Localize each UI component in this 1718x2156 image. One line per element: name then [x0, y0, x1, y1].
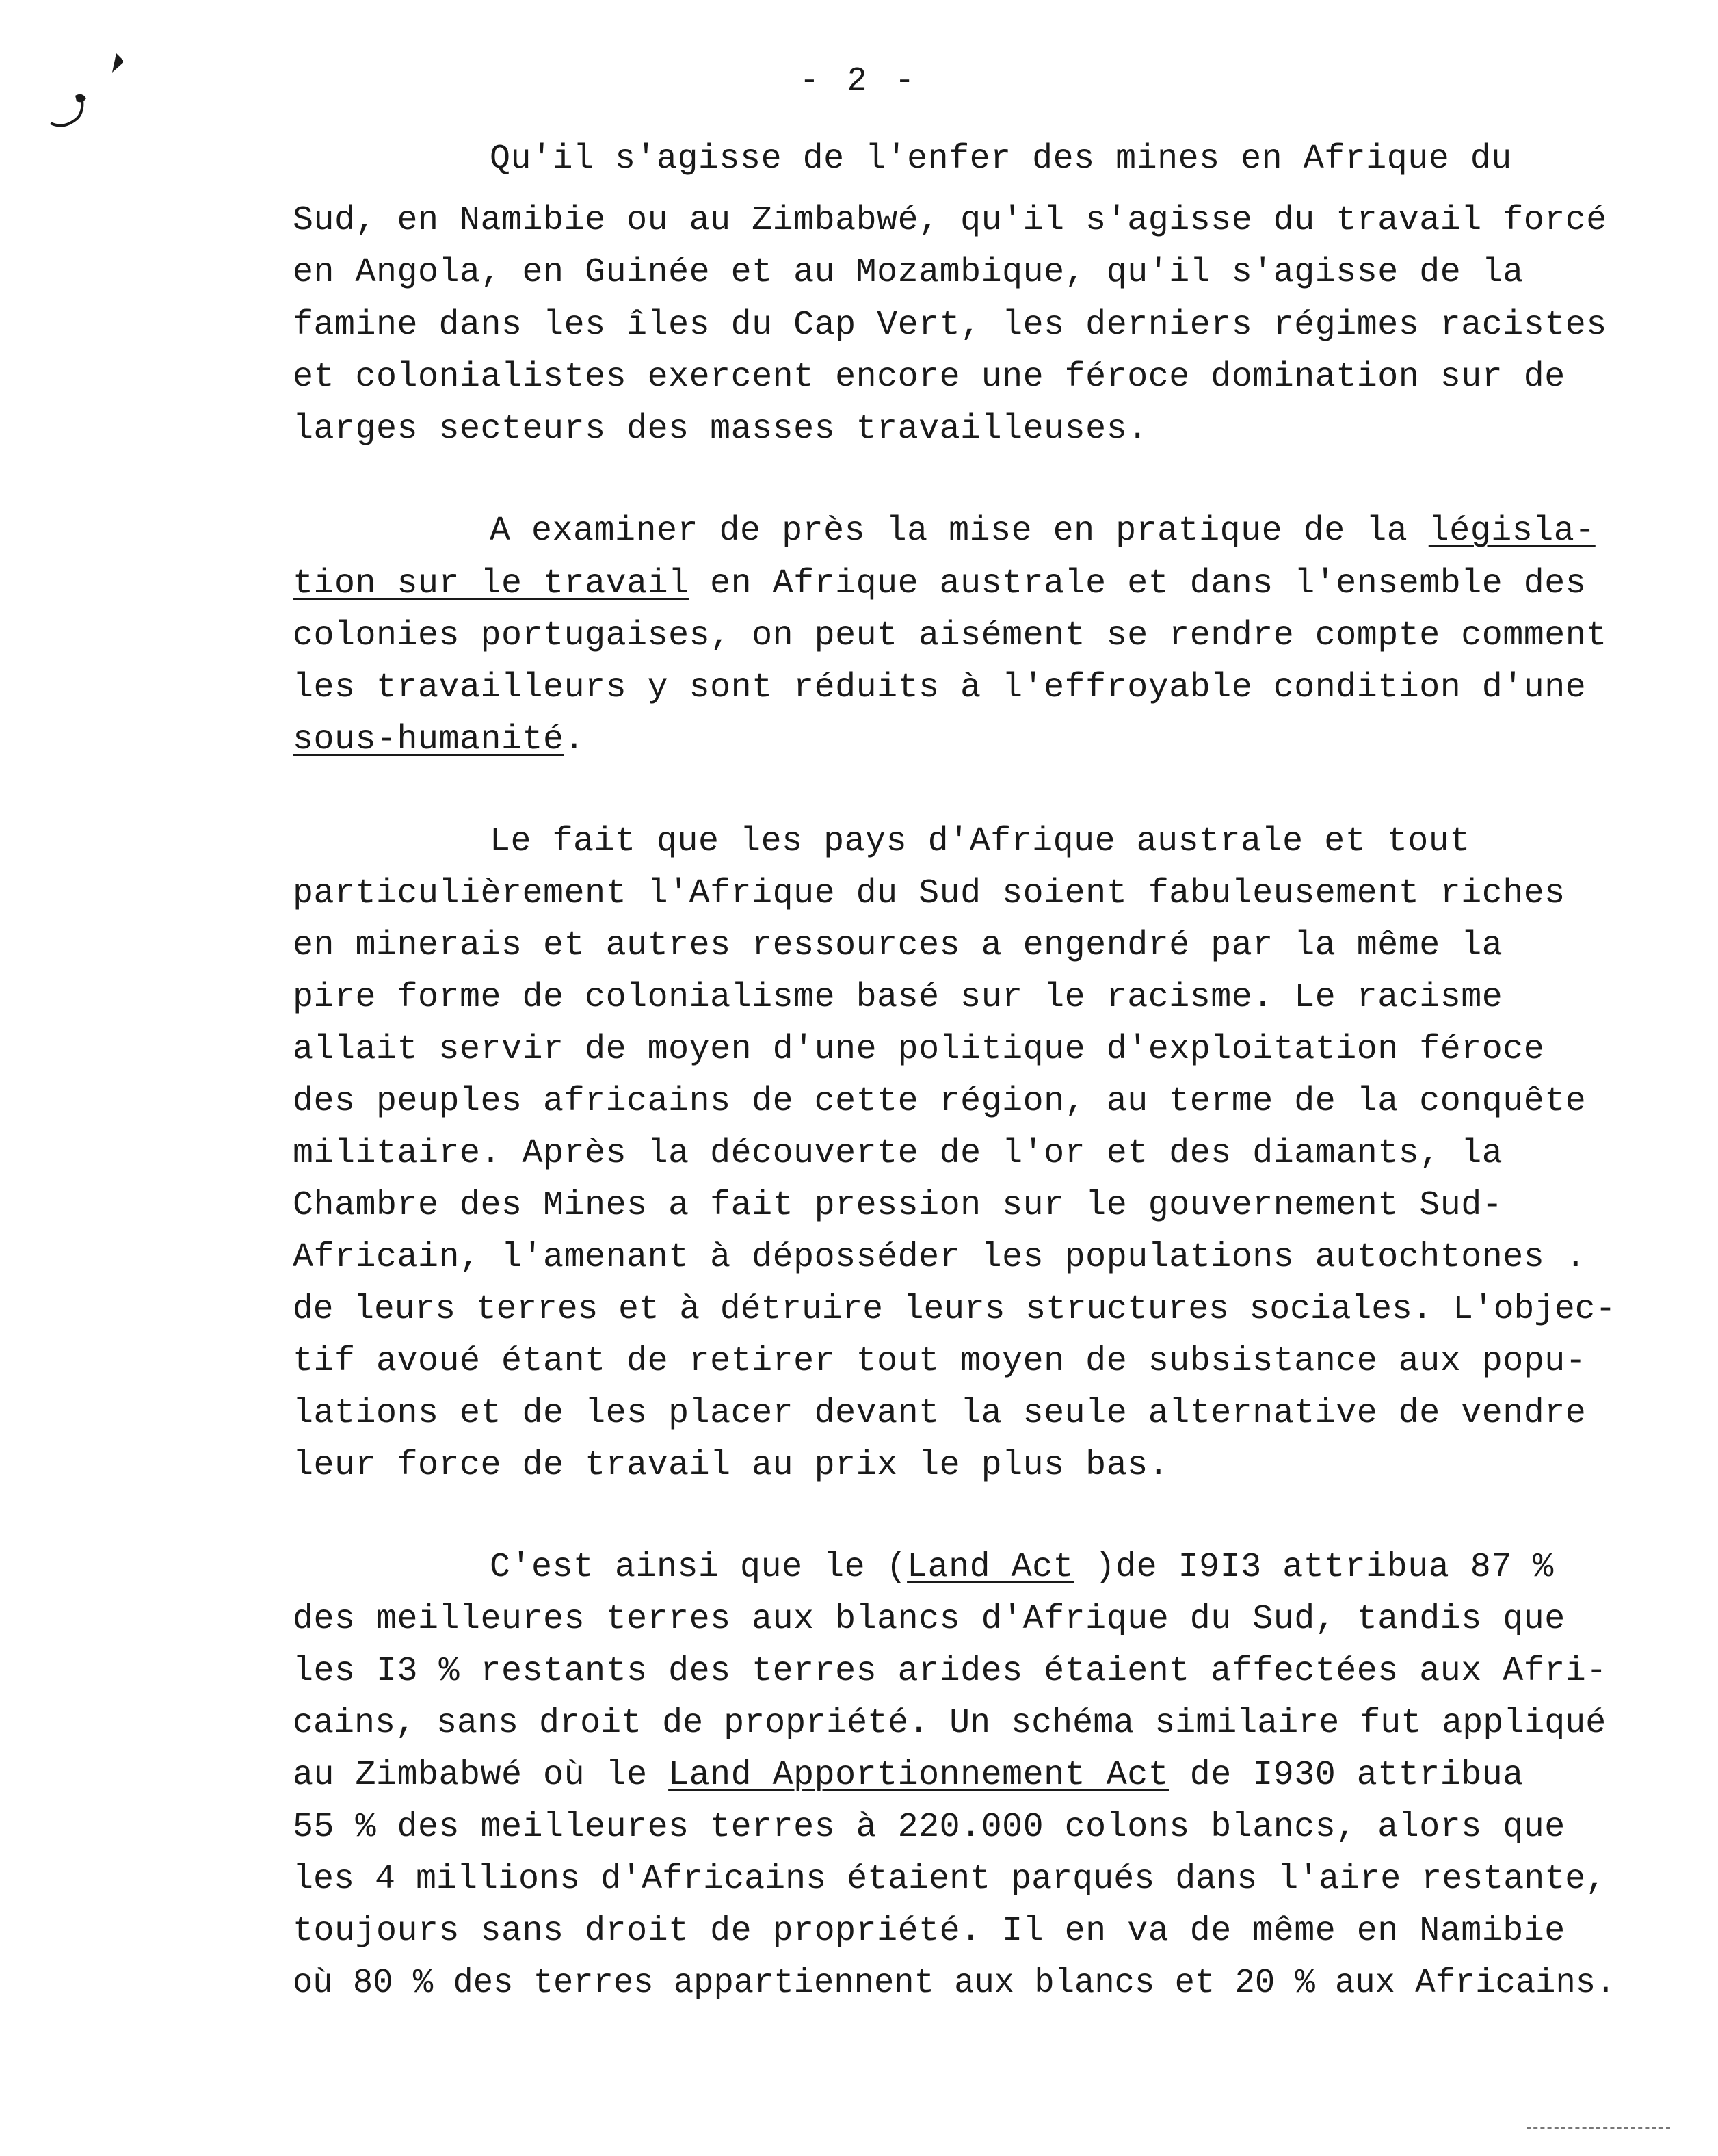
text-line: toujours sans droit de propriété. Il en va de même en Namibie: [293, 1912, 1565, 1951]
text-line: des meilleures terres aux blancs d'Afrique du Sud, tandis que: [293, 1600, 1565, 1639]
text-line: et colonialistes exercent encore une féroce domination sur de: [293, 358, 1565, 397]
text-line: allait servir de moyen d'une politique d'exploitation féroce: [293, 1030, 1545, 1069]
text-line: militaire. Après la découverte de l'or et des diamants, la: [293, 1134, 1503, 1173]
text-line: cains, sans droit de propriété. Un schéma similaire fut appliqué: [293, 1704, 1607, 1743]
text-line: des peuples africains de cette région, au terme de la conquête: [293, 1082, 1587, 1121]
text-line: Africain, l'amenant à déposséder les populations autochtones .: [293, 1238, 1587, 1277]
text-line: Sud, en Namibie ou au Zimbabwé, qu'il s'agisse du travail forcé: [293, 201, 1607, 240]
text-line: sous-humanité.: [293, 720, 585, 759]
text-line: au Zimbabwé où le Land Apportionnement Act de I930 attribua: [293, 1756, 1524, 1795]
text-line: où 80 % des terres appartiennent aux blancs et 20 % aux Africains.: [293, 1964, 1616, 2003]
text-line: tion sur le travail en Afrique australe et dans l'ensemble des: [293, 564, 1587, 603]
text-line: pire forme de colonialisme basé sur le racisme. Le racisme: [293, 978, 1503, 1017]
text-line: famine dans les îles du Cap Vert, les derniers régimes racistes: [293, 306, 1607, 345]
text-line: particulièrement l'Afrique du Sud soient fabuleusement riches: [293, 874, 1565, 913]
text-line: les travailleurs y sont réduits à l'effroyable condition d'une: [293, 668, 1587, 707]
text-line: A examiner de près la mise en pratique de la législa-: [490, 512, 1596, 551]
underlined-term: Land Apportionnement Act: [668, 1756, 1169, 1795]
text-line: de leurs terres et à détruire leurs structures sociales. L'objec-: [293, 1290, 1616, 1329]
page-number: - 2 -: [799, 63, 919, 100]
text-line: en Angola, en Guinée et au Mozambique, qu'il s'agisse de la: [293, 253, 1524, 292]
text-line: tif avoué étant de retirer tout moyen de subsistance aux popu-: [293, 1342, 1587, 1381]
underlined-term: législa-: [1428, 512, 1596, 551]
underlined-term: tion sur le travail: [293, 564, 689, 603]
underlined-term: Land Act: [907, 1548, 1074, 1587]
footer-rule: [1527, 2127, 1670, 2129]
text-line: larges secteurs des masses travailleuses.: [293, 410, 1148, 449]
text-line: colonies portugaises, on peut aisément se rendre compte comment: [293, 616, 1607, 655]
underlined-term: sous-humanité: [293, 720, 564, 759]
text-line: Le fait que les pays d'Afrique australe et tout: [490, 822, 1470, 861]
text-line: en minerais et autres ressources a engendré par la même la: [293, 926, 1503, 965]
text-line: les I3 % restants des terres arides étaient affectées aux Afri-: [293, 1652, 1607, 1691]
text-line: leur force de travail au prix le plus bas.: [293, 1446, 1169, 1485]
text-line: Chambre des Mines a fait pression sur le gouvernement Sud-: [293, 1186, 1503, 1225]
text-line: C'est ainsi que le (Land Act )de I9I3 attribua 87 %: [490, 1548, 1554, 1587]
text-line: lations et de les placer devant la seule alternative de vendre: [293, 1394, 1587, 1433]
text-line: 55 % des meilleures terres à 220.000 colons blancs, alors que: [293, 1808, 1565, 1847]
text-line: les 4 millions d'Africains étaient parqués dans l'aire restante,: [293, 1860, 1607, 1899]
text-line: Qu'il s'agisse de l'enfer des mines en Afrique du: [490, 140, 1512, 179]
